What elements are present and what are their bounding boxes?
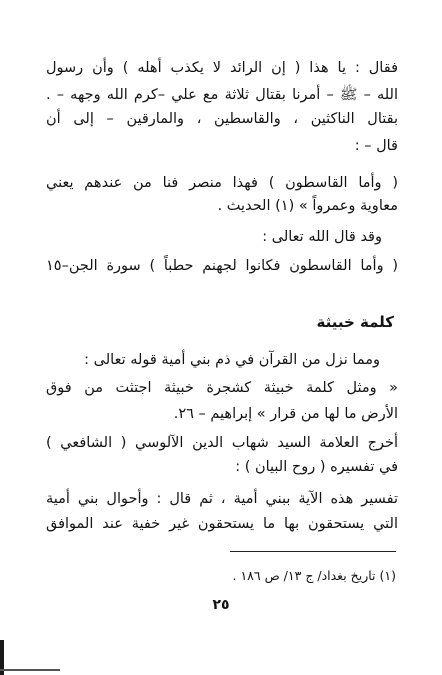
text-line: ومما نزل من القرآن في ذم بني أمية قوله تعالى : bbox=[84, 352, 380, 368]
scan-edge bbox=[0, 669, 60, 671]
text-line: الله – ﷺ – أمرنا بقتال ثلاثة مع علي –كرم الله وجهه – . bbox=[46, 87, 398, 103]
text-line: « ومثل كلمة خبيثة كشجرة خبيثة اجتثت من فوق bbox=[46, 380, 398, 396]
text-line: فقال : يا هذا ( إن الرائد لا يكذب أهله ) وأن رسول bbox=[46, 60, 398, 76]
text-line: ( وأما القاسطون ) فهذا منصر فنا من عندهم يعني bbox=[46, 175, 398, 191]
text-line: بقتال الناكثين ، والقاسطين ، والمارقين – إلى أن bbox=[46, 111, 398, 127]
text-line: الأرض ما لها من قرار » إبراهيم – ٢٦. bbox=[173, 406, 398, 422]
text-line: قال – : bbox=[354, 138, 398, 154]
text-line: ( وأما القاسطون فكانوا لجهنم حطباً ) سورة الجن–١٥ bbox=[46, 258, 398, 274]
footnote: (١) تاريخ بغداد/ ج ١٣/ ص ١٨٦ . bbox=[232, 568, 396, 583]
text-line: معاوية وعمرواً » (١) الحديث . bbox=[217, 198, 398, 214]
footnote-separator bbox=[230, 551, 396, 552]
text-line: تفسير هذه الآية ببني أمية ، ثم قال : وأحوال بني أمية bbox=[46, 491, 398, 507]
text-line: وقد قال الله تعالى : bbox=[262, 229, 382, 245]
text-line: أخرج العلامة السيد شهاب الدين الآلوسي ( الشافعي ) bbox=[46, 435, 398, 451]
page-number: ٢٥ bbox=[212, 597, 230, 613]
section-heading: كلمة خبيثة bbox=[316, 313, 394, 331]
text-line: التي يستحقون بها ما يستحقون غير خفية عند الموافق bbox=[46, 516, 398, 532]
text-line: في تفسيره ( روح البيان ) : bbox=[235, 459, 398, 475]
